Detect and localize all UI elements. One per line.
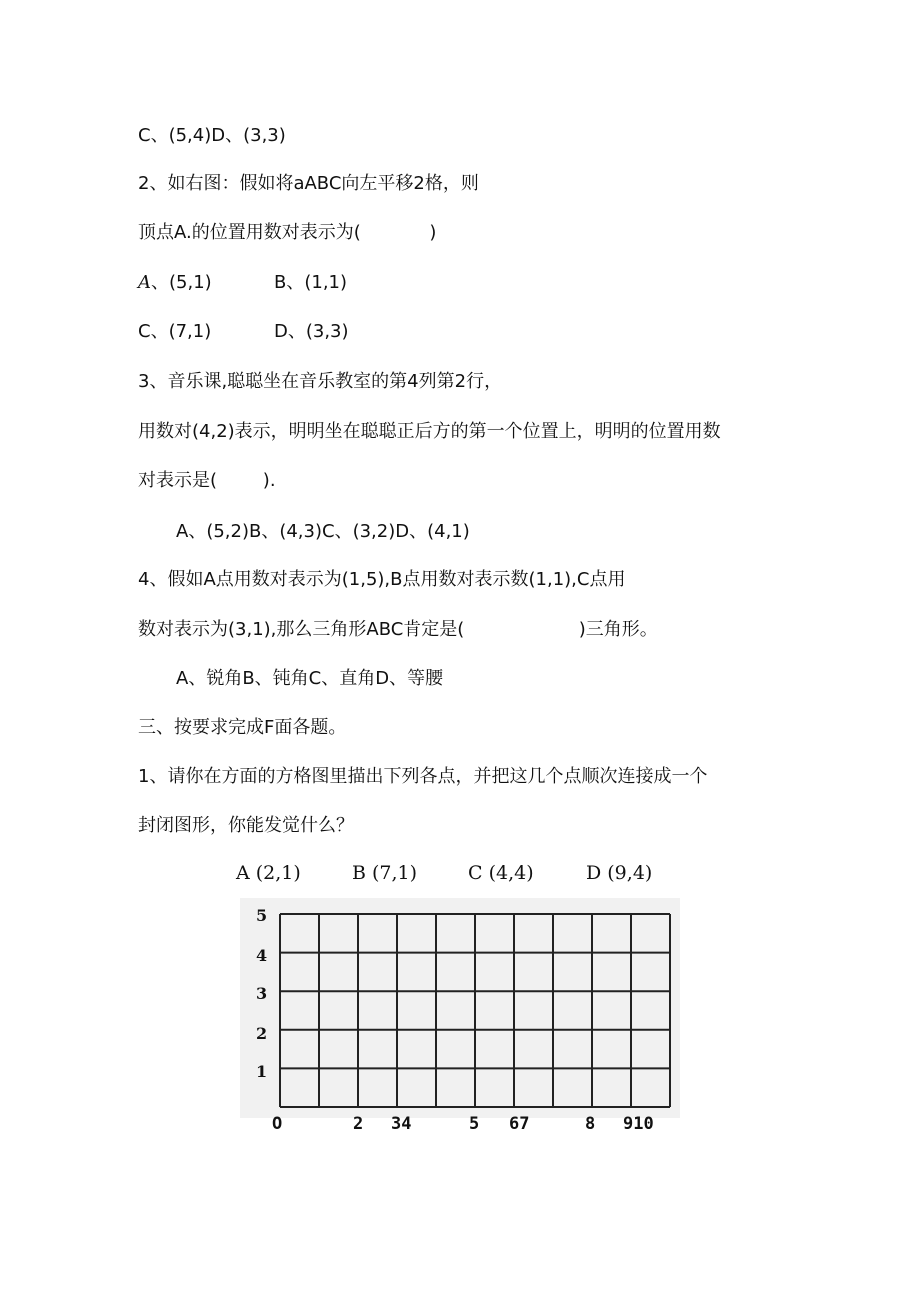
question-3-options: A、(5,2)B、(4,3)C、(3,2)D、(4,1) <box>176 521 470 542</box>
question-2-line-2: 顶点A.的位置用数对表示为( ) <box>138 222 437 243</box>
y-label-1: 1 <box>256 1062 268 1081</box>
question-2-option-c: C、(7,1) <box>138 321 212 342</box>
task-1-line-1: 1、请你在方面的方格图里描出下列各点，并把这几个点顺次连接成一个 <box>138 766 708 787</box>
point-d-label: D (9,4) <box>586 862 653 884</box>
x-label-67: 67 <box>509 1114 530 1134</box>
grid-background <box>240 898 680 1118</box>
x-label-34: 34 <box>391 1114 412 1134</box>
question-3-line-3: 对表示是( ). <box>138 470 276 491</box>
question-3-line-1: 3、音乐课,聪聪坐在音乐教室的第4列第2行， <box>138 371 503 392</box>
task-1-line-2: 封闭图形，你能发觉什么？ <box>138 815 354 836</box>
question-4-line-1: 4、假如A点用数对表示为(1,5),B点用数对表示数(1,1),C点用 <box>138 569 626 590</box>
x-label-origin: O <box>272 1114 283 1134</box>
x-label-2: 2 <box>353 1114 364 1134</box>
question-2-line-1: 2、如右图：假如将aABC向左平移2格，则 <box>138 173 479 194</box>
x-label-8: 8 <box>585 1114 596 1134</box>
y-label-4: 4 <box>256 946 268 965</box>
x-label-5: 5 <box>469 1114 480 1134</box>
option-a-text: 、(5,1) <box>151 272 212 293</box>
text-line-1: C、(5,4)D、(3,3) <box>138 125 286 146</box>
coordinate-grid <box>240 898 680 1118</box>
question-2-option-a <box>138 271 212 295</box>
point-c-label: C (4,4) <box>468 862 534 884</box>
question-2-option-d: D、(3,3) <box>274 321 349 342</box>
y-label-3: 3 <box>256 984 268 1003</box>
section-3-heading: 三、按要求完成F面各题。 <box>138 717 347 738</box>
question-2-option-b: B、(1,1) <box>274 272 348 293</box>
y-label-5: 5 <box>256 906 268 925</box>
question-4-line-2: 数对表示为(3,1),那么三角形ABC肯定是( )三角形。 <box>138 619 658 640</box>
question-4-options: A、锐角B、钝角C、直角D、等腰 <box>176 668 444 689</box>
x-label-910: 910 <box>623 1114 654 1134</box>
option-a-letter: A <box>138 272 151 293</box>
point-b-label: B (7,1) <box>352 862 418 884</box>
question-3-line-2: 用数对(4,2)表示，明明坐在聪聪正后方的第一个位置上，明明的位置用数 <box>138 421 721 442</box>
point-a-label: A (2,1) <box>236 862 301 884</box>
y-label-2: 2 <box>256 1024 268 1043</box>
